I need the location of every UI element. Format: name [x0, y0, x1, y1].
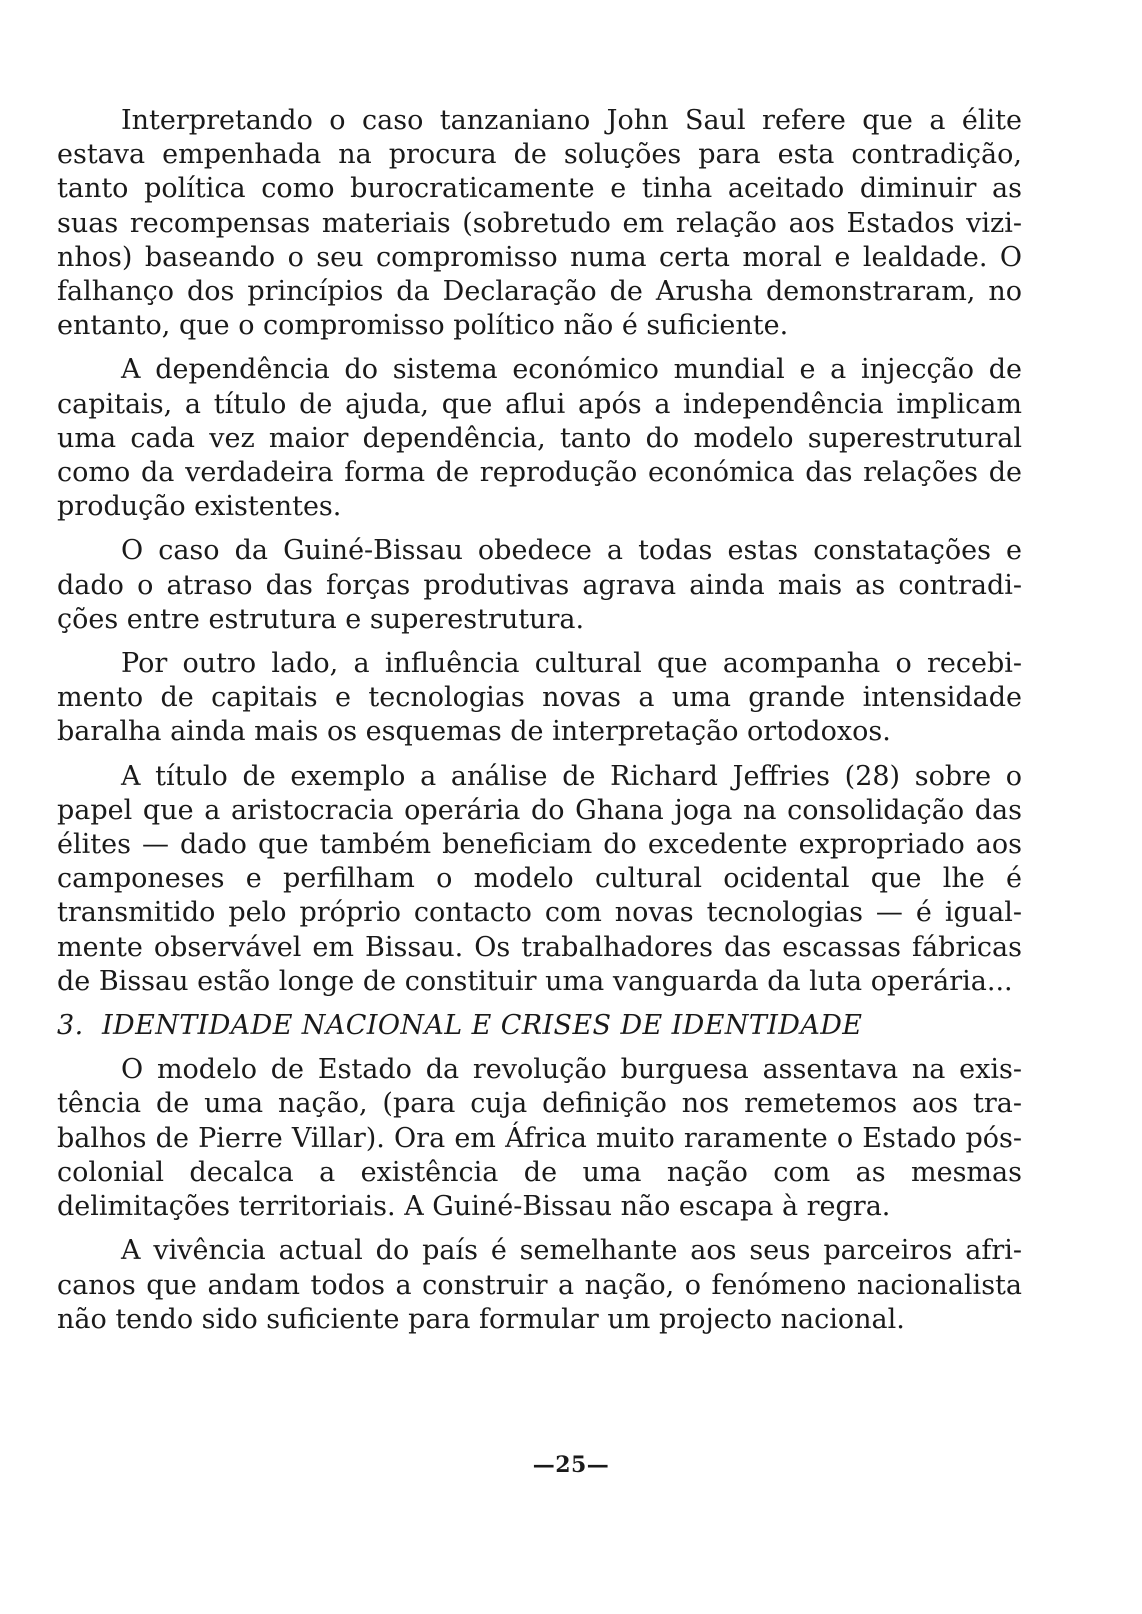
- page-number: —25—: [532, 1452, 610, 1478]
- paragraph-vivencia-actual: A vivência actual do país é semelhante aos seus parceiros africanos que andam todos a construir a nação, o fenómeno nacionalista não tendo sido suficiente para formular um projecto nacional.: [57, 1235, 1022, 1335]
- page-body: [57, 104, 1022, 1347]
- section-heading-title: IDENTIDADE NACIONAL E CRISES DE IDENTIDADE: [101, 1010, 863, 1042]
- paragraph-richard-jeffries: A título de exemplo a análise de Richard Jeffries (28) sobre o papel que a aristocracia operária do Ghana joga na consolidação das élites — dado que também beneficiam do excedente expropriado aos camponeses e perfilham o modelo cultural ocidental que lhe é transmitido pelo próprio contacto com novas tecnologias — é igualmente observável em Bissau. Os trabalhadores das escassas fábricas de Bissau estão longe de constituir uma vanguarda da luta operária...: [57, 760, 1022, 997]
- section-heading-number: 3.: [57, 1010, 84, 1042]
- paragraph-guine-bissau: O caso da Guiné-Bissau obedece a todas estas constatações e dado o atraso das forças produtivas agrava ainda mais as contradições entre estrutura e superestrutura.: [57, 535, 1022, 635]
- paragraph-modelo-estado: O modelo de Estado da revolução burguesa assentava na existência de uma nação, (para cuja definição nos remetemos aos trabalhos de Pierre Villar). Ora em África muito raramente o Estado pós-colonial decalca a existência de uma nação com as mesmas delimitações territoriais. A Guiné-Bissau não escapa à regra.: [57, 1054, 1022, 1223]
- section-heading: [57, 1009, 1022, 1043]
- paragraph-dependencia-economica: A dependência do sistema económico mundial e a injecção de capitais, a título de ajuda, que aflui após a independência implicam uma cada vez maior dependência, tanto do modelo superestrutural como da verdadeira forma de reprodução económica das relações de produção existentes.: [57, 354, 1022, 523]
- paragraph-influencia-cultural: Por outro lado, a influência cultural que acompanha o recebimento de capitais e tecnologias novas a uma grande intensidade baralha ainda mais os esquemas de interpretação ortodoxos.: [57, 648, 1022, 748]
- paragraph-john-saul: Interpretando o caso tanzaniano John Saul refere que a élite estava empenhada na procura de soluções para esta contradição, tanto política como burocraticamente e tinha aceitado diminuir as suas recompensas materiais (sobretudo em relação aos Estados vizinhos) baseando o seu compromisso numa certa moral e lealdade. O falhanço dos princípios da Declaração de Arusha demonstraram, no entanto, que o compromisso político não é suficiente.: [57, 105, 1022, 342]
